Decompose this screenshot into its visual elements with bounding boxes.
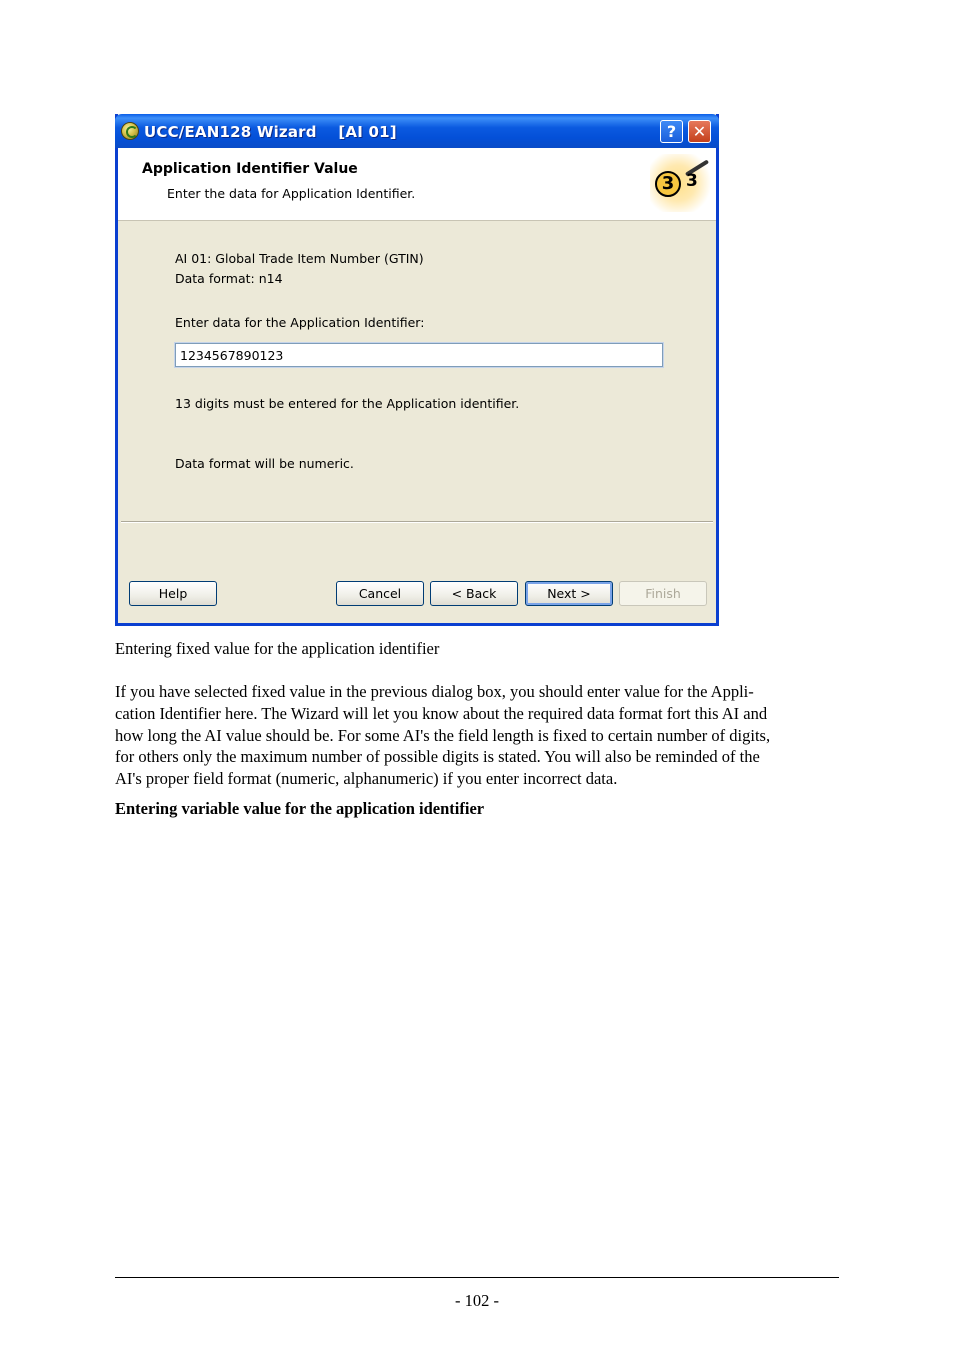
cancel-button[interactable]: Cancel	[336, 581, 424, 606]
hint-format: Data format will be numeric.	[175, 456, 354, 471]
step-number-small: 3	[686, 171, 698, 191]
body-paragraph	[115, 681, 827, 790]
footer-rule	[115, 1277, 839, 1278]
wizard-dialog	[115, 114, 719, 626]
help-button[interactable]: Help	[129, 581, 217, 606]
ai-name: AI 01: Global Trade Item Number (GTIN)	[175, 251, 424, 266]
paragraph-line: If you have selected fixed value in the previous dialog box, you should enter value for the Appli-	[115, 682, 754, 701]
next-button[interactable]: Next >	[525, 581, 613, 606]
header-title: Application Identifier Value	[142, 161, 358, 177]
figure-caption: Entering fixed value for the application identifier	[115, 639, 440, 658]
close-icon[interactable]: ✕	[688, 120, 711, 143]
data-format: Data format: n14	[175, 271, 283, 286]
back-button[interactable]: < Back	[430, 581, 518, 606]
button-separator	[121, 521, 713, 523]
paragraph-line: for others only the maximum number of possible digits is stated. You will also be reminded of the	[115, 747, 760, 767]
step-icon	[650, 154, 712, 212]
finish-button: Finish	[619, 581, 707, 606]
section-subheading: Entering variable value for the application identifier	[115, 799, 485, 818]
header-subtitle: Enter the data for Application Identifier.	[167, 186, 416, 201]
paragraph-line: cation Identifier here. The Wizard will let you know about the required data format fort this AI and	[115, 703, 768, 723]
hint-digits: 13 digits must be entered for the Application identifier.	[175, 396, 520, 411]
page-number: - 102 -	[455, 1291, 499, 1310]
app-icon	[121, 122, 139, 140]
step-number-large: 3	[655, 171, 681, 197]
dialog-title: UCC/EAN128 Wizard [AI 01]	[144, 123, 397, 141]
dialog-titlebar[interactable]	[115, 114, 719, 148]
wizard-header	[118, 148, 716, 221]
help-icon[interactable]: ?	[660, 120, 683, 143]
paragraph-line: how long the AI value should be. For some AI's the field length is fixed to certain number of digits,	[115, 725, 771, 745]
input-label: Enter data for the Application Identifier:	[175, 315, 425, 330]
ai-value-input[interactable]	[175, 343, 663, 367]
paragraph-line: AI's proper field format (numeric, alphanumeric) if you enter incorrect data.	[115, 769, 618, 789]
